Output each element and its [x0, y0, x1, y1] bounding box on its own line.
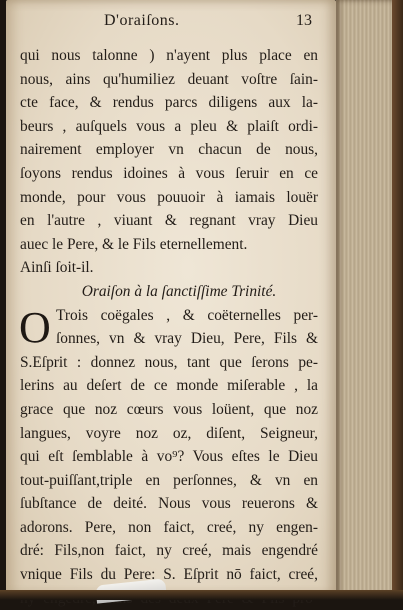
dropcap-letter: O — [19, 302, 51, 352]
page-number: 13 — [296, 12, 312, 29]
prayer-text — [20, 44, 318, 610]
text-line: nous, ains qu'humiliez deuant voſtre ſain- — [20, 70, 318, 88]
page-edges — [336, 0, 398, 596]
text-line: ſonnes, vn & vray Dieu, Pere, Fils & — [56, 330, 318, 348]
text-line: Trois coëgales , & coëternelles per- — [56, 306, 318, 324]
text-line: lerins au deſert de ce monde miſerable , la — [20, 377, 318, 395]
text-line: grace que noz cœurs vous loüent, que noz — [20, 400, 318, 418]
text-line: beurs , auſquels vous a pleu & plaiſt ordi- — [20, 117, 318, 135]
text-line: Ainſi ſoit-il. — [20, 259, 94, 277]
text-line: ſubſtance de deité. Nous vous reuerons & — [20, 495, 318, 513]
text-line: monde, pour vous pouuoir à iamais louër — [20, 188, 318, 206]
text-line: dré: Fils,non faict, ny creé, mais engendré — [20, 542, 318, 560]
book-cover-edge — [392, 0, 403, 600]
section-heading: Oraiſon à la ſanctiſſime Trinité. — [81, 282, 277, 300]
text-line: qui nous talonne ) n'ayent plus place en — [20, 47, 318, 64]
text-line: tout-puiſſant,triple en perſonnes, & vn en — [20, 471, 318, 489]
page-header — [18, 8, 318, 38]
dropcap-paragraph — [20, 304, 318, 351]
text-line: vnique Fils du Pere: S. Eſprit nō faict, creé, — [20, 566, 318, 584]
text-line: auec le Pere, & le Fils eternellement. — [20, 235, 248, 253]
text-line: adorons. Pere, non faict, creé, ny engen- — [20, 518, 318, 536]
text-line: qui eſt ſemblable à vo⁹? Vous eſtes le Dieu — [20, 448, 318, 466]
bottom-shadow — [0, 590, 403, 600]
text-line: en l'autre , viuant & regnant vray Dieu — [20, 212, 318, 230]
running-head: D'oraiſons. — [104, 12, 180, 29]
text-line: langues, voyre noz oz, diſent, Seigneur, — [20, 424, 318, 442]
text-line: nairement employer vn chacun de nous, — [20, 141, 318, 159]
text-line: S.Eſprit : donnez nous, tant que ſerons pe- — [20, 353, 318, 371]
text-line: cte face, & rendus parcs diligens aux la- — [20, 94, 318, 112]
text-line: ſoyons rendus idoines à vous ſeruir en ce — [20, 164, 318, 182]
